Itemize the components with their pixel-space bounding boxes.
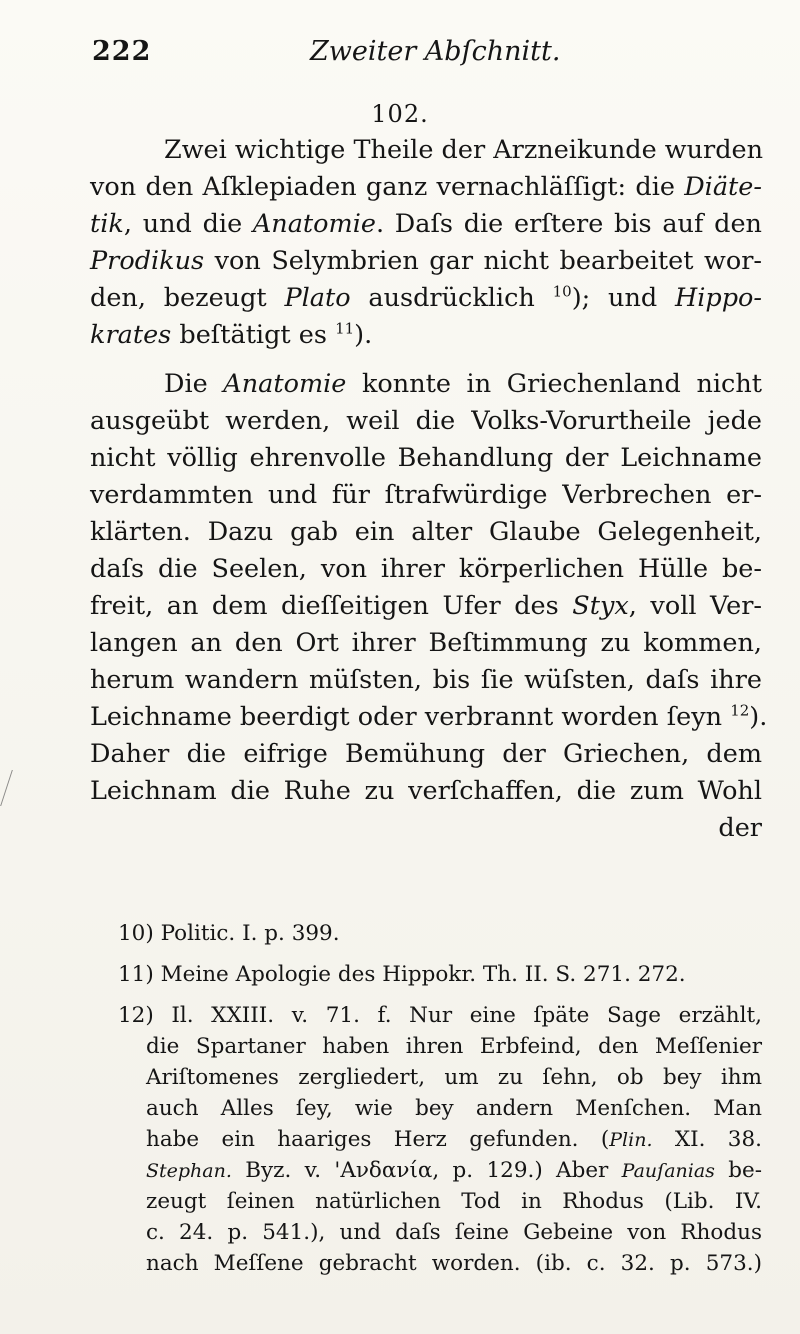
- footnote-line: zeugt ſeinen natürlichen Tod in Rhodus (Lib. IV.: [146, 1189, 762, 1214]
- footnote-line: habe ein haariges Herz gefunden. (Plin. XI. 38.: [146, 1127, 763, 1152]
- footnote-12: 12) Il. XXIII. v. 71. f. Nur eine ſpäte Sage erzählt,: [118, 1003, 762, 1028]
- text-line: langen an den Ort ihrer Beſtimmung zu kommen,: [90, 628, 762, 658]
- footnotes: [90, 918, 762, 1279]
- text-line: ausgeübt werden, weil die Volks-Vorurtheile jede: [90, 406, 762, 436]
- main-text: [90, 132, 768, 847]
- footnote-line: Ariſtomenes zergliedert, um zu ſehn, ob bey ihm: [146, 1065, 762, 1090]
- margin-mark: [0, 770, 27, 806]
- catchword: der: [718, 813, 762, 843]
- footnote-line: nach Meſſene gebracht worden. (ib. c. 32. p. 573.): [146, 1251, 762, 1276]
- footnote-line: Stephan. Byz. v. 'Ανδανία, p. 129.) Aber Pauſanias be-: [146, 1158, 762, 1183]
- text-line: freit, an dem dieſſeitigen Ufer des Styx, voll Ver-: [90, 591, 763, 621]
- text-line: tik, und die Anatomie. Daſs die erſtere bis auf den: [90, 209, 762, 239]
- section-title: Zweiter Abſchnitt.: [310, 36, 561, 67]
- paragraph-number: 102.: [371, 100, 429, 128]
- text-line: von den Aſklepiaden ganz vernachläſſigt: die Diäte-: [90, 172, 762, 202]
- text-line: verdammten und für ſtrafwürdige Verbrechen er-: [90, 480, 762, 510]
- text-line: Zwei wichtige Theile der Arzneikunde wurden: [164, 135, 764, 165]
- text-line: klärten. Dazu gab ein alter Glaube Gelegenheit,: [90, 517, 762, 547]
- text-line: Leichnam die Ruhe zu verſchaffen, die zum Wohl: [90, 776, 762, 806]
- footnote-11: 11) Meine Apologie des Hippokr. Th. II. S. 271. 272.: [118, 962, 686, 987]
- footnote-line: auch Alles ſey, wie bey andern Menſchen. Man: [146, 1096, 762, 1121]
- text-line: Daher die eifrige Bemühung der Griechen, dem: [90, 739, 762, 769]
- text-line: Die Anatomie konnte in Griechenland nicht: [164, 369, 763, 399]
- footnote-ref: 11: [335, 319, 355, 338]
- page-number: 222: [92, 36, 152, 67]
- footnote-line: c. 24. p. 541.), und daſs ſeine Gebeine von Rhodus: [146, 1220, 762, 1245]
- text-line: Leichname beerdigt oder verbrannt worden ſeyn $^{12}$).: [90, 701, 768, 732]
- footnote-ref: 12: [730, 701, 750, 720]
- text-line: nicht völlig ehrenvolle Behandlung der Leichname: [90, 443, 762, 473]
- footnote-line: die Spartaner haben ihren Erbfeind, den Meſſenier: [146, 1034, 762, 1059]
- text-line: den, bezeugt Plato ausdrücklich $^{10}$); und Hippo-: [90, 282, 763, 313]
- text-line: Prodikus von Selymbrien gar nicht bearbeitet wor-: [90, 246, 762, 276]
- text-line: herum wandern müſsten, bis ſie wüſsten, daſs ihre: [90, 665, 762, 695]
- footnote-ref: 10: [552, 282, 572, 301]
- running-head: [92, 36, 760, 76]
- text-line: daſs die Seelen, von ihrer körperlichen Hülle be-: [90, 554, 762, 584]
- footnote-10: 10) Politic. I. p. 399.: [118, 921, 340, 946]
- text-line: krates beſtätigt es $^{11}$).: [90, 319, 373, 350]
